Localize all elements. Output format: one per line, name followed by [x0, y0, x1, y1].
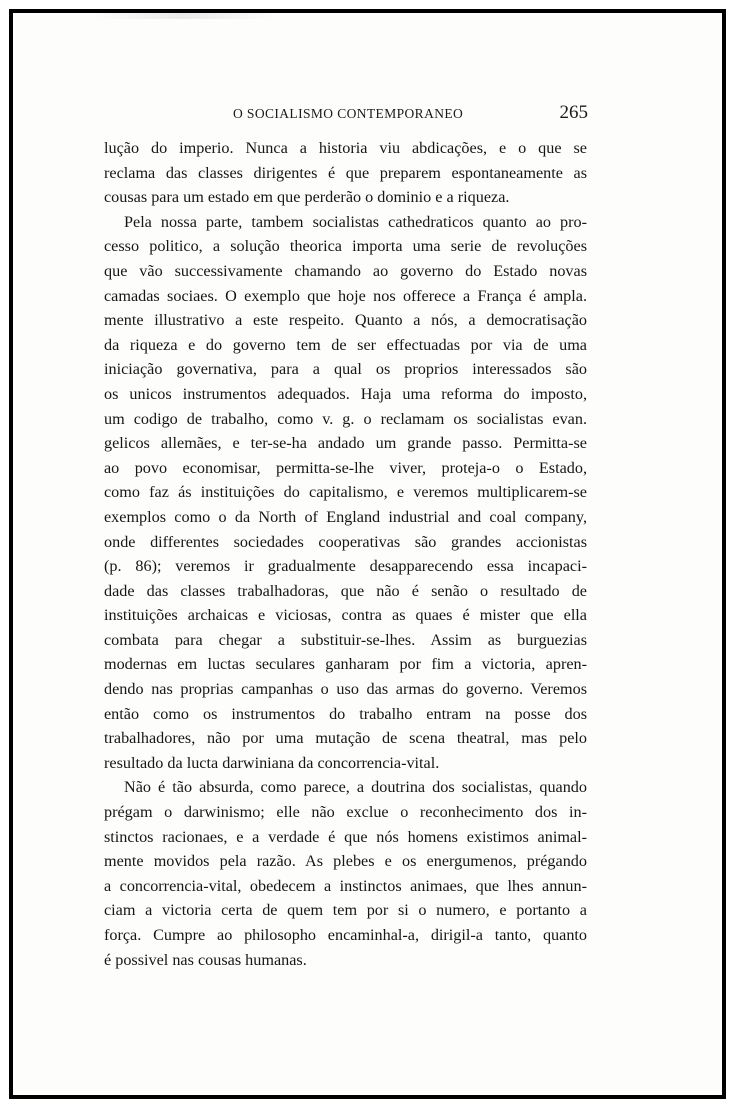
text-line: a concorrencia-vital, obedecem a instinctos animaes, que lhes annun- [104, 876, 587, 895]
text-line: trabalhadores, não por uma mutação de scena theatral, mas pelo [104, 729, 587, 748]
text-line: onde differentes sociedades cooperativas são grandes accionistas [104, 532, 587, 551]
text-line: como faz ás instituições do capitalismo, e veremos multiplicarem-se [104, 483, 587, 502]
body-text [104, 136, 587, 972]
text-line: camadas sociaes. O exemplo que hoje nos offerece a França é ampla. [104, 286, 587, 305]
text-line: um codigo de trabalho, como v. g. o reclamam os socialistas evan. [104, 409, 587, 428]
text-line: stinctos racionaes, e a verdade é que nós homens existimos animal- [104, 827, 587, 846]
text-line: cesso politico, a solução theorica importa uma serie de revoluções [104, 237, 587, 256]
text-line: gelicos allemães, e ter-se-ha andado um grande passo. Permitta-se [104, 434, 587, 453]
text-line: Pela nossa parte, tambem socialistas cathedraticos quanto ao pro- [124, 212, 587, 231]
text-line: modernas em luctas seculares ganharam por fim a victoria, apren- [104, 655, 587, 674]
text-line: então como os instrumentos do trabalho entram na posse dos [104, 704, 587, 723]
text-line: mente movidos pela razão. As plebes e os energumenos, prégando [104, 852, 587, 871]
text-line: ao povo economisar, permitta-se-lhe viver, proteja-o o Estado, [104, 458, 587, 477]
text-line: iniciação governativa, para a qual os proprios interessados são [104, 360, 587, 379]
text-line: é possivel nas cousas humanas. [104, 950, 307, 969]
text-line: dade das classes trabalhadoras, que não é senão o resultado de [104, 581, 587, 600]
text-line: ciam a victoria certa de quem tem por si o numero, e portanto a [104, 901, 587, 920]
text-line: (p. 86); veremos ir gradualmente desapparecendo essa incapaci- [104, 557, 587, 576]
scan-smudge [93, 13, 273, 19]
text-line: dendo nas proprias campanhas o uso das armas do governo. Veremos [104, 680, 587, 699]
text-line: lução do imperio. Nunca a historia viu abdicações, e o que se [104, 139, 587, 157]
text-line: da riqueza e do governo tem de ser effectuadas por via de uma [104, 335, 587, 354]
text-line: que vão successivamente chamando ao governo do Estado novas [104, 261, 587, 280]
text-line: força. Cumpre ao philosopho encaminhal-a, dirigil-a tanto, quanto [104, 926, 587, 944]
page-header [233, 103, 588, 125]
text-line: os unicos instrumentos adequados. Haja uma reforma do imposto, [104, 384, 587, 403]
text-line: resultado da lucta darwiniana da concorrencia-vital. [104, 753, 440, 772]
text-line: reclama das classes dirigentes é que preparem espontaneamente as [104, 163, 587, 182]
text-line: cousas para um estado em que perderão o dominio e a riqueza. [104, 188, 510, 207]
text-line: prégam o darwinismo; elle não exclue o reconhecimento dos in- [104, 803, 587, 822]
text-line: combata para chegar a substituir-se-lhes. Assim as burguezias [104, 630, 587, 649]
text-line: mente illustrativo a este respeito. Quanto a nós, a democratisação [104, 311, 587, 330]
running-title: O SOCIALISMO CONTEMPORANEO [233, 106, 464, 121]
text-line: instituições archaicas e viciosas, contra as quaes é mister que ella [104, 606, 587, 625]
text-line: exemplos como o da North of England industrial and coal company, [104, 507, 587, 526]
text-line: Não é tão absurda, como parece, a doutrina dos socialistas, quando [124, 778, 587, 797]
page-number: 265 [559, 102, 588, 123]
